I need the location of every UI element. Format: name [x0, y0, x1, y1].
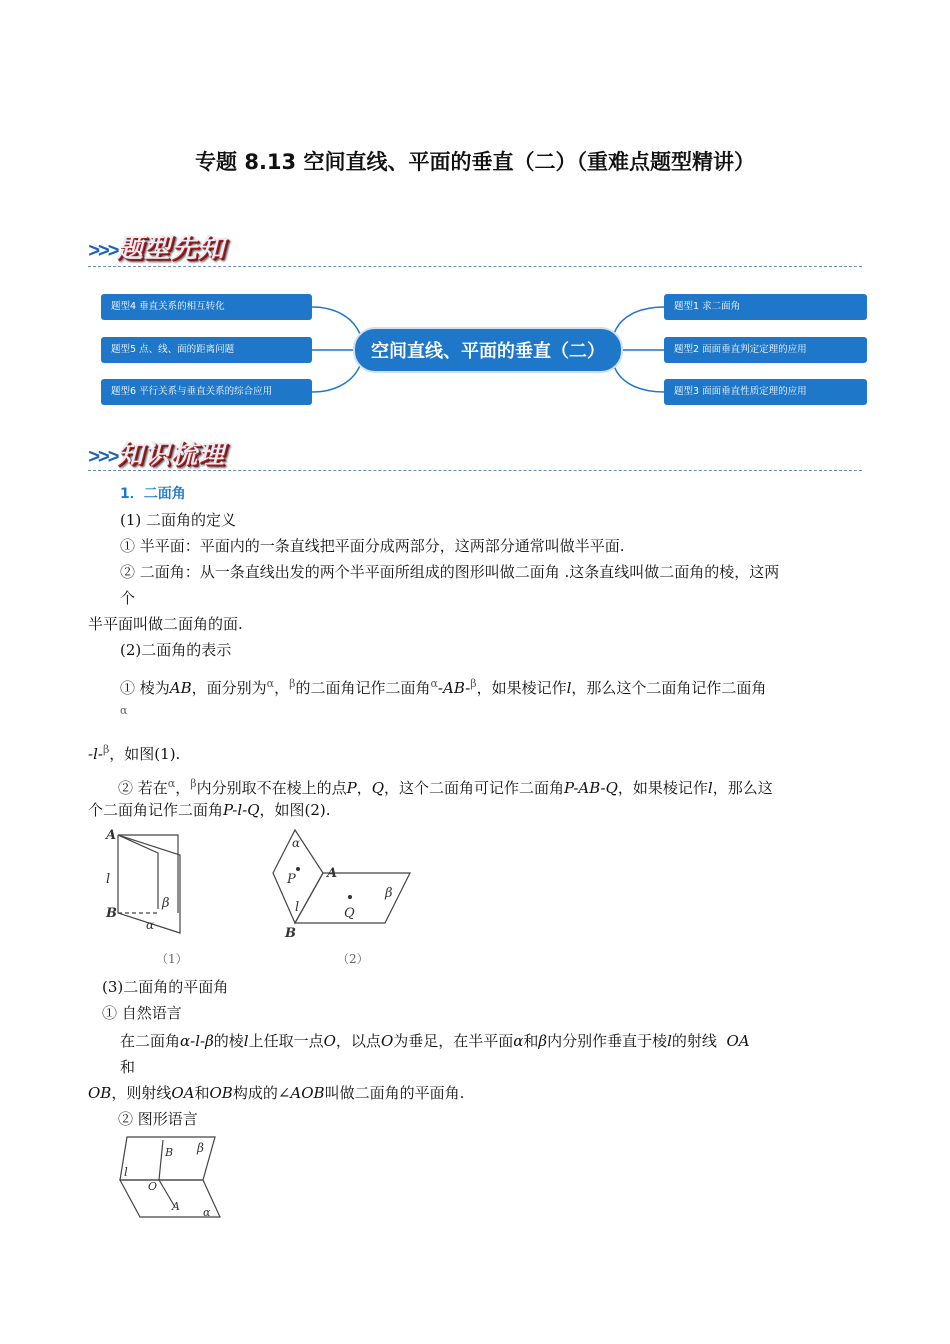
- mindmap: [0, 280, 950, 410]
- mindmap-node-type1: 题型1 求二面角: [664, 294, 867, 320]
- para-natural-1: 在二面角α-l-β的棱l上任取一点O，以点O为垂足，在半平面α和β内分别作垂直于棱l的射线 OA: [120, 1032, 750, 1050]
- section-header-knowledge: [88, 434, 225, 471]
- label-beta: β: [385, 886, 393, 901]
- figure-1-dihedral: [100, 825, 220, 970]
- para-notation-1: ① 棱为AB，面分别为$^\alpha$，$^\beta$的二面角记作二面角$^\alpha$-AB-$^\beta$，如果棱记作l，那么这个二面角记作二面角: [120, 677, 767, 697]
- mindmap-center: 空间直线、平面的垂直（二）: [353, 327, 623, 373]
- para-dihedral-b: 个: [120, 589, 136, 607]
- label-l: l: [295, 900, 300, 915]
- label-l: l: [124, 1165, 128, 1179]
- label-B: B: [285, 926, 296, 941]
- para-figure-language: ② 图形语言: [118, 1110, 198, 1128]
- label-l: l: [106, 872, 111, 887]
- mindmap-node-type5: 题型5 点、线、面的距离问题: [101, 337, 312, 363]
- para-notation-1b: -l-$^\beta$，如图(1).: [88, 743, 181, 763]
- label-alpha: α: [146, 918, 155, 932]
- figure-2-caption: （2）: [337, 952, 369, 966]
- label-O: O: [148, 1180, 158, 1193]
- section-label: 题型先知: [117, 233, 226, 263]
- para-dihedral-a: ② 二面角：从一条直线出发的两个半平面所组成的图形叫做二面角 .这条直线叫做二面角的棱，这两: [120, 563, 780, 581]
- label-B: B: [106, 906, 117, 921]
- mindmap-node-type6: 题型6 平行关系与垂直关系的综合应用: [101, 379, 312, 405]
- label-beta: β: [197, 1141, 204, 1155]
- figure-3-plane-angle: [115, 1132, 235, 1227]
- para-dihedral-c: 半平面叫做二面角的面.: [88, 615, 243, 633]
- mindmap-node-type2: 题型2 面面垂直判定定理的应用: [664, 337, 867, 363]
- para-plane-angle: (3)二面角的平面角: [102, 978, 229, 996]
- label-A: A: [172, 1200, 180, 1213]
- section-header-question-types: [88, 228, 225, 265]
- para-natural-3: OB，则射线OA和OB构成的∠AOB叫做二面角的平面角.: [88, 1084, 465, 1102]
- heading-dihedral-angle: 1．二面角: [120, 486, 186, 502]
- label-A: A: [327, 866, 338, 881]
- arrows-icon: >>>: [88, 446, 118, 468]
- para-notation: (2)二面角的表示: [120, 641, 232, 659]
- para-definition: (1) 二面角的定义: [120, 511, 237, 529]
- para-half-plane: ① 半平面：平面内的一条直线把平面分成两部分，这两部分通常叫做半平面.: [120, 537, 625, 555]
- para-notation-2: ② 若在$^\alpha$，$^\beta$内分别取不在棱上的点P，Q，这个二面角可记作二面角P-AB-Q，如果棱记作l，那么这: [118, 777, 773, 797]
- label-A: A: [106, 828, 117, 843]
- para-natural-2: 和: [120, 1058, 136, 1076]
- label-beta: β: [162, 896, 170, 911]
- figure-2-dihedral: [265, 825, 425, 970]
- arrows-icon: >>>: [88, 240, 118, 262]
- mindmap-node-type3: 题型3 面面垂直性质定理的应用: [664, 379, 867, 405]
- label-alpha: α: [292, 836, 301, 850]
- alpha-wrap: α: [120, 704, 128, 717]
- divider: [88, 470, 862, 471]
- para-notation-2b: 个二面角记作二面角P-l-Q，如图(2).: [88, 801, 331, 819]
- divider: [88, 266, 862, 267]
- label-B: B: [165, 1146, 174, 1159]
- label-alpha: α: [203, 1206, 211, 1219]
- page-title: 专题 8.13 空间直线、平面的垂直（二）（重难点题型精讲）: [195, 150, 755, 174]
- para-natural-language: ① 自然语言: [102, 1004, 182, 1022]
- label-P: P: [287, 872, 296, 887]
- section-label: 知识梳理: [117, 439, 226, 469]
- label-Q: Q: [344, 906, 355, 921]
- figure-1-caption: （1）: [156, 952, 188, 966]
- mindmap-node-type4: 题型4 垂直关系的相互转化: [101, 294, 312, 320]
